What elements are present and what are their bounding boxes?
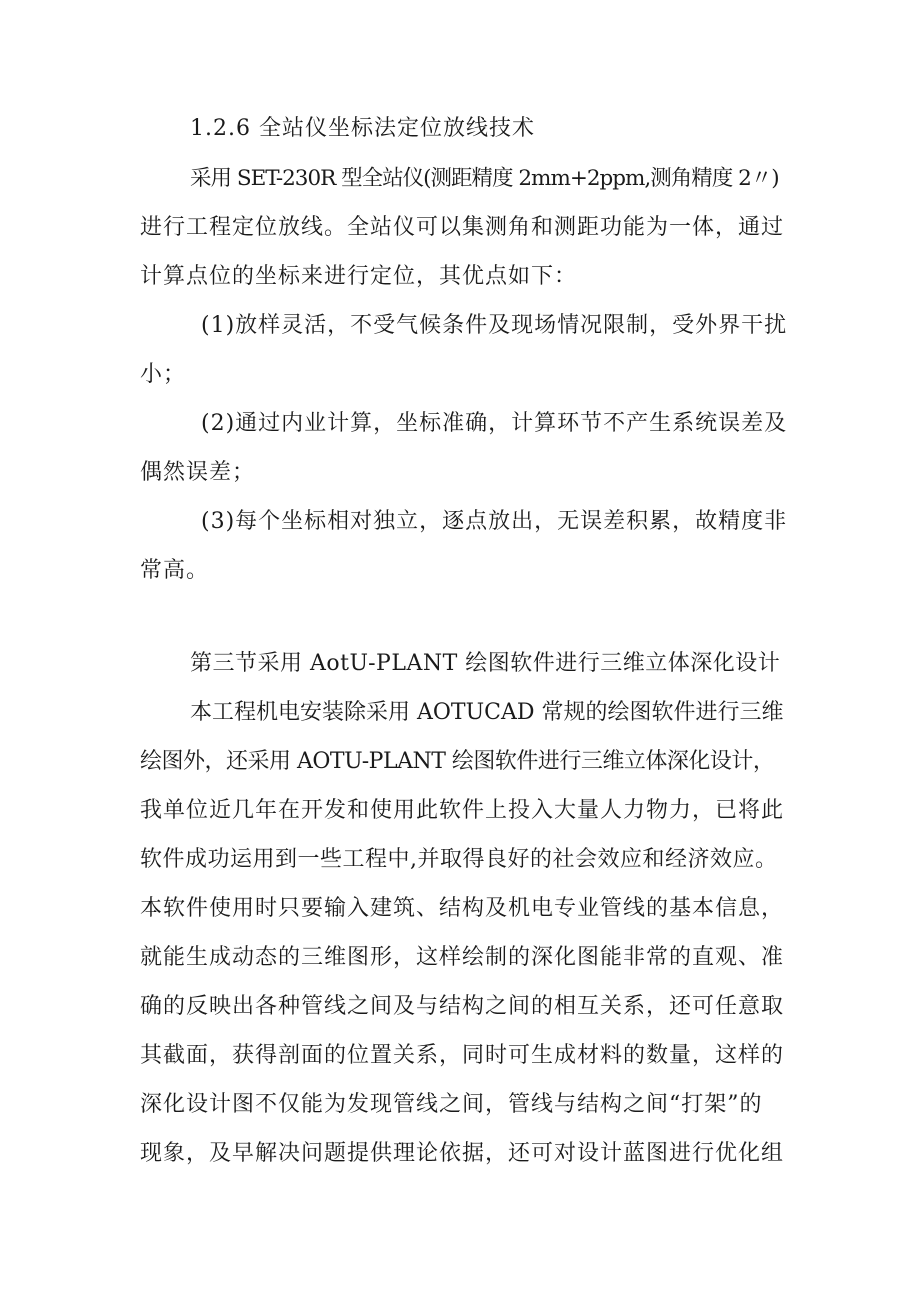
advantage-item-continuation: 偶然误差； — [140, 460, 256, 485]
body-line: 本软件使用时只要输入建筑、结构及机电专业管线的基本信息， — [140, 896, 785, 921]
advantage-item: (3)每个坐标相对独立，逐点放出，无误差积累，故精度非 — [201, 509, 788, 534]
body-line: 深化设计图不仅能为发现管线之间，管线与结构之间“打架”的 — [140, 1092, 763, 1117]
body-line: 其截面，获得剖面的位置关系，同时可生成材料的数量，这样的 — [140, 1043, 785, 1068]
body-line: 确的反映出各种管线之间及与结构之间的相互关系，还可任意取 — [140, 994, 785, 1019]
advantage-item-continuation: 小； — [140, 362, 187, 387]
intro-line: 进行工程定位放线。全站仪可以集测角和测距功能为一体，通过 — [140, 215, 785, 240]
body-line: 本工程机电安装除采用 AOTUCAD 常规的绘图软件进行三维 — [190, 700, 784, 725]
section-heading-1-2-6: 1.2.6 全站仪坐标法定位放线技术 — [190, 116, 535, 141]
intro-line: 采用 SET-230R 型全站仪(测距精度 2mm+2ppm,测角精度 2〃) — [190, 166, 779, 191]
intro-line: 计算点位的坐标来进行定位，其优点如下： — [140, 264, 578, 289]
body-line: 绘图外，还采用 AOTU-PLANT 绘图软件进行三维立体深化设计， — [140, 749, 775, 774]
advantage-item: (2)通过内业计算，坐标准确，计算环节不产生系统误差及 — [201, 411, 788, 436]
body-line: 我单位近几年在开发和使用此软件上投入大量人力物力，已将此 — [140, 798, 785, 823]
body-line: 现象，及早解决问题提供理论依据，还可对设计蓝图进行优化组 — [140, 1141, 785, 1166]
advantage-item-continuation: 常高。 — [140, 558, 210, 583]
section-heading-3: 第三节采用 AotU-PLANT 绘图软件进行三维立体深化设计 — [190, 651, 781, 676]
advantage-item: (1)放样灵活，不受气候条件及现场情况限制，受外界干扰 — [201, 313, 788, 338]
body-line: 就能生成动态的三维图形，这样绘制的深化图能非常的直观、准 — [140, 945, 785, 970]
body-line: 软件成功运用到一些工程中,并取得良好的社会效应和经济效应。 — [140, 847, 778, 872]
